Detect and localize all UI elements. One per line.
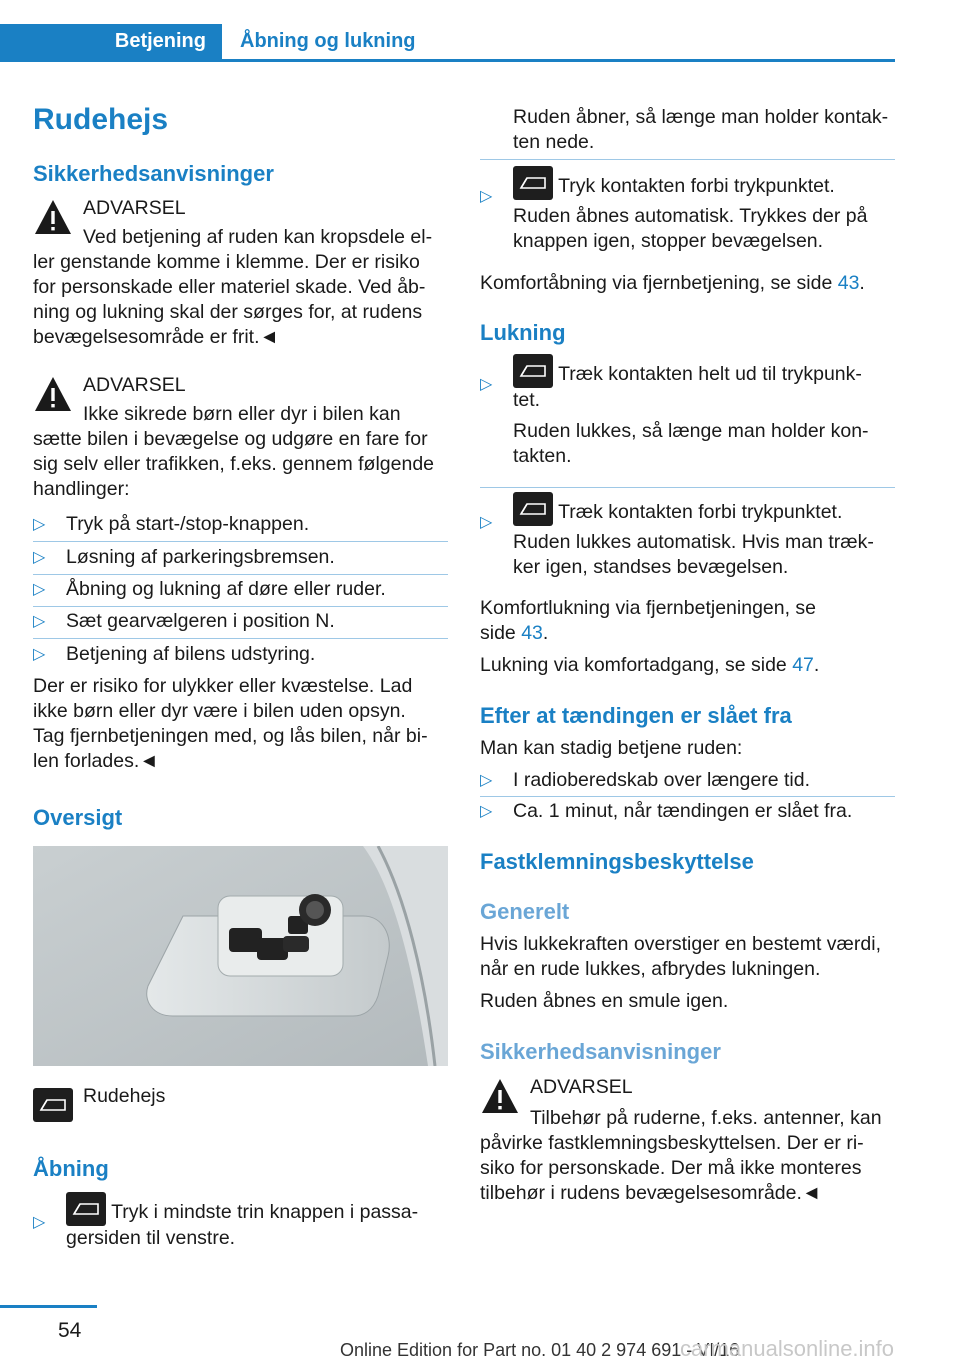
list-item: ▷ Betjening af bilens udstyring. — [33, 643, 316, 665]
warning-text: sig selv eller trafikken, f.eks. gennem følgende — [33, 453, 435, 475]
comfort-close-text: Komfortlukning via fjernbetjeningen, se side 43. — [480, 597, 817, 644]
triangle-bullet-icon: ▷ — [480, 514, 493, 531]
warning-block-1 — [33, 196, 448, 350]
list-item: ▷ Træk kontakten forbi trykpunktet. Ruden lukkes automatisk. Hvis man træk- ker igen, standses bevægelsen. — [480, 492, 895, 580]
list-item: ▷ Løsning af parkeringsbremsen. — [33, 546, 335, 568]
window-switch-photo — [33, 846, 448, 1066]
warning-label: ADVARSEL — [530, 1076, 633, 1098]
page-link[interactable]: 43 — [521, 622, 543, 644]
warning-text: Ikke sikrede børn eller dyr i bilen kan — [83, 403, 401, 425]
warning-text: Tilbehør på ruderne, f.eks. antenner, kan — [530, 1107, 882, 1129]
comfort-open-text: Komfortåbning via fjernbetjening, se side 43. — [480, 272, 865, 294]
warning-text: Ved betjening af ruden kan kropsdele el- — [83, 226, 433, 248]
symbol-caption: Rudehejs — [83, 1085, 166, 1107]
warning-text: ler genstande komme i klemme. Der er risiko — [33, 251, 420, 273]
page-number: 54 — [58, 1319, 82, 1342]
page-link[interactable]: 43 — [837, 272, 860, 294]
symbol-legend — [33, 1085, 448, 1109]
list-item: ▷ Træk kontakten helt ud til trykpunk- tet. Ruden lukkes, så længe man holder kon- takten. — [480, 354, 895, 469]
divider — [33, 606, 448, 607]
warning-text: bevægelsesområde er frit.◄ — [33, 326, 279, 348]
warning-icon — [33, 198, 73, 236]
risk-paragraph: Der er risiko for ulykker eller kvæstelse. Lad ikke børn eller dyr være i bilen uden opsyn. Tag fjernbetjeningen med, og lås bilen, når bi- len forlades.◄ — [33, 675, 428, 772]
triangle-bullet-icon: ▷ — [33, 581, 46, 598]
after-ignition-text: Man kan stadig betjene ruden: — [480, 737, 743, 759]
divider — [33, 638, 448, 639]
warning-label: ADVARSEL — [83, 374, 186, 396]
window-switch-icon — [513, 166, 553, 200]
general-text: Hvis lukkekraften overstiger en bestemt værdi, når en rude lukkes, afbrydes lukningen. — [480, 933, 881, 980]
divider — [33, 541, 448, 542]
edition-text: Online Edition for Part no. 01 40 2 974 691 - VI/16 — [340, 1340, 740, 1360]
general-heading: Generelt — [480, 899, 570, 924]
divider — [480, 159, 895, 160]
footer-rule — [0, 1305, 97, 1308]
list-item: ▷ I radioberedskab over længere tid. — [480, 769, 811, 791]
warning-text: siko for personskade. Der må ikke monteres — [480, 1157, 862, 1179]
triangle-bullet-icon: ▷ — [33, 646, 46, 663]
list-item: ▷ Ca. 1 minut, når tændingen er slået fra. — [480, 800, 853, 822]
header-tab-inactive: Åbning og lukning — [240, 30, 416, 52]
safety-heading: Sikkerhedsanvisninger — [33, 161, 274, 186]
header-rule — [0, 59, 895, 62]
divider — [33, 574, 448, 575]
triangle-bullet-icon: ▷ — [480, 803, 493, 820]
divider — [480, 487, 895, 488]
triangle-bullet-icon: ▷ — [33, 613, 46, 630]
warning-text: handlinger: — [33, 478, 130, 500]
pinch-heading: Fastklemningsbeskyttelse — [480, 849, 754, 874]
warning-text: for personskade eller materiel skade. Ved åb- — [33, 276, 426, 298]
list-item: ▷ Tryk på start-/stop-knappen. — [33, 513, 310, 535]
triangle-bullet-icon: ▷ — [33, 1214, 46, 1231]
after-ignition-heading: Efter at tændingen er slået fra — [480, 703, 792, 728]
comfort-access-text: Lukning via komfortadgang, se side 47. — [480, 654, 820, 676]
warning-text: tilbehør i rudens bevægelsesområde.◄ — [480, 1182, 822, 1204]
warning-text: sætte bilen i bevægelse og udgøre en fare for — [33, 428, 428, 450]
opening-continued: Ruden åbner, så længe man holder kontak- ten nede. — [513, 106, 889, 153]
opening-heading: Åbning — [33, 1156, 109, 1181]
warning-label: ADVARSEL — [83, 197, 186, 219]
list-item: ▷ Åbning og lukning af døre eller ruder. — [33, 578, 386, 600]
warning-icon — [480, 1077, 520, 1115]
warning-text: påvirke fastklemningsbeskyttelsen. Der er ri- — [480, 1132, 864, 1154]
divider — [480, 796, 895, 797]
warning-icon — [33, 375, 73, 413]
triangle-bullet-icon: ▷ — [480, 188, 493, 205]
triangle-bullet-icon: ▷ — [480, 376, 493, 393]
header-tab-active: Betjening — [0, 24, 222, 59]
overview-heading: Oversigt — [33, 805, 123, 830]
page-title: Rudehejs — [33, 103, 169, 136]
window-switch-icon — [513, 492, 553, 526]
window-switch-icon — [33, 1088, 73, 1122]
closing-heading: Lukning — [480, 320, 566, 345]
warning-block-2 — [33, 373, 448, 502]
warning-text: ning og lukning skal der sørges for, at rudens — [33, 301, 423, 323]
list-item: ▷ Tryk i mindste trin knappen i passa- gersiden til venstre. — [33, 1192, 448, 1251]
triangle-bullet-icon: ▷ — [33, 549, 46, 566]
triangle-bullet-icon: ▷ — [480, 772, 493, 789]
watermark: carmanualsonline.info — [680, 1336, 895, 1361]
reopen-text: Ruden åbnes en smule igen. — [480, 990, 729, 1012]
page-link[interactable]: 47 — [792, 654, 814, 676]
warning-block-3 — [480, 1075, 895, 1206]
window-switch-icon — [66, 1192, 106, 1226]
safety-heading-2: Sikkerhedsanvisninger — [480, 1039, 721, 1064]
list-item: ▷ Tryk kontakten forbi trykpunktet. Ruden åbnes automatisk. Trykkes der på knappen igen, stopper bevægelsen. — [480, 166, 895, 254]
window-switch-icon — [513, 354, 553, 388]
triangle-bullet-icon: ▷ — [33, 516, 46, 533]
list-item: ▷ Sæt gearvælgeren i position N. — [33, 610, 335, 632]
